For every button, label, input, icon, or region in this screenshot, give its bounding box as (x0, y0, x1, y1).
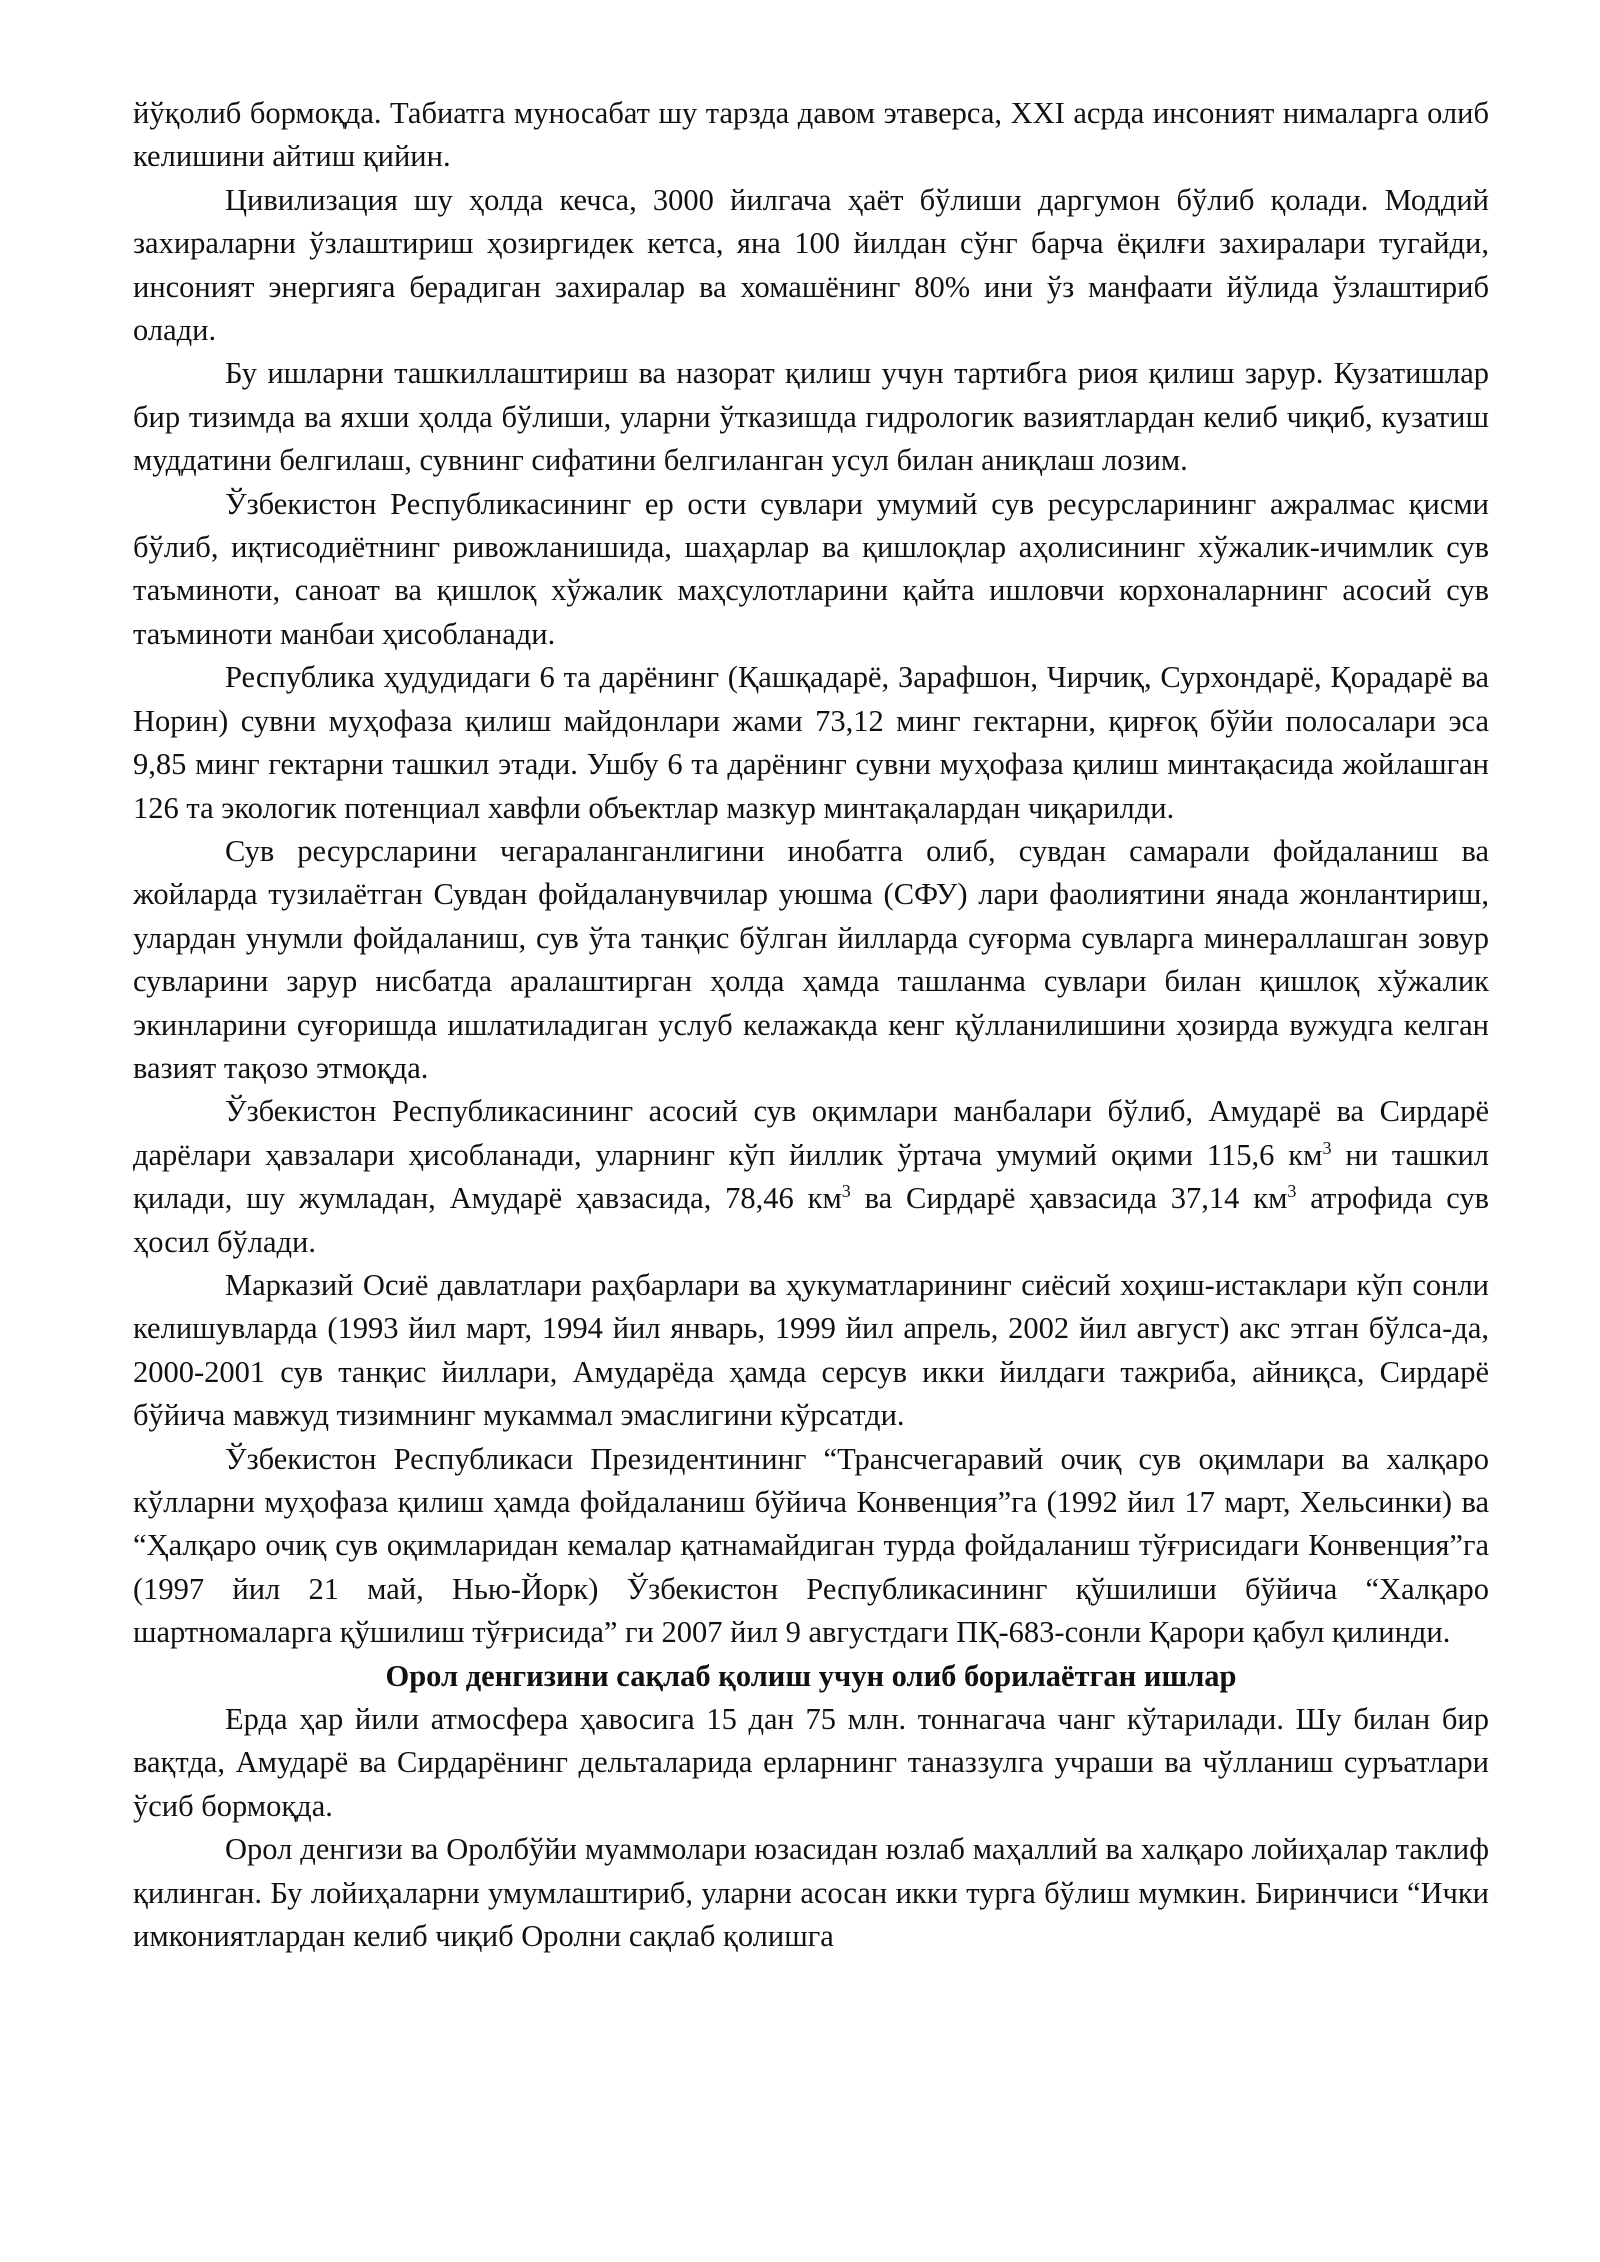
paragraph-central-asia: Марказий Осиё давлатлари раҳбарлари ва ҳукуматларининг сиёсий хоҳиш-истаклари кўп сонли келишувларда (1993 йил март, 1994 йил январь, 1999 йил апрель, 2002 йил август) акс этган бўлса-да, 2000-2001 сув танқис йиллари, Амударёда ҳамда серсув икки йилдаги тажриба, айниқса, Сирдарё бўйича мавжуд тизимнинг мукаммал эмаслигини кўрсатди. (133, 1267, 1489, 1433)
paragraph-dust: Ерда ҳар йили атмосфера ҳавосига 15 дан 75 млн. тоннагача чанг кўтарилади. Шу билан бир вақтда, Амударё ва Сирдарёнинг дельталарида ерларнинг таназзулга учраши ва чўлланиш суръатлари ўсиб бормоқда. (133, 1702, 1489, 1823)
p7-text-4: атрофида сув ҳосил бўлади. (133, 1181, 1489, 1259)
p7-text-3: ва Сирдарё ҳавзасида 37,14 км (850, 1181, 1288, 1216)
section-heading: Орол денгизини сақлаб қолиш учун олиб борилаётган ишлар (385, 1658, 1237, 1693)
p7-text-1: Ўзбекистон Республикасининг асосий сув оқимлари манбалари бўлиб, Амударё ва Сирдарё дарёлари ҳавзалари ҳисобланади, уларнинг кўп йиллик ўртача умумий оқими 115,6 км (133, 1094, 1489, 1172)
superscript-3: 3 (1287, 1181, 1297, 1201)
paragraph-rivers-protection: Республика ҳудудидаги 6 та дарёнинг (Қашқадарё, Зарафшон, Чирчиқ, Сурхондарё, Қорадарё ва Норин) сувни муҳофаза қилиш майдонлари жами 73,12 минг гектарни, қирғоқ бўйи полосалари эса 9,85 минг гектарни ташкил этади. Ушбу 6 та дарёнинг сувни муҳофаза қилиш минтақасида жойлашган 126 та экологик потенциал хавфли объектлар мазкур минтақалардан чиқарилди. (133, 660, 1489, 825)
p7-text-2: ни ташкил қилади, шу жумладан, Амударё ҳавзасида, 78,46 км (133, 1137, 1489, 1216)
paragraph-main-water-sources (133, 1090, 1489, 1264)
paragraph-groundwater: Ўзбекистон Республикасининг ер ости сувлари умумий сув ресурсларининг ажралмас қисми бўлиб, иқтисодиётнинг ривожланишида, шаҳарлар ва қишлоқлар аҳолисининг хўжалик-ичимлик сув таъминоти, саноат ва қишлоқ хўжалик маҳсулотларини қайта ишловчи корхоналарнинг асосий сув таъминоти манбаи ҳисобланади. (133, 486, 1489, 651)
superscript-3: 3 (841, 1181, 851, 1201)
paragraph-monitoring: Бу ишларни ташкиллаштириш ва назорат қилиш учун тартибга риоя қилиш зарур. Кузатишлар бир тизимда ва яхши ҳолда бўлиши, уларни ўтказишда гидрологик вазиятлардан келиб чиқиб, кузатиш муддатини белгилаш, сувнинг сифатини белгиланган усул билан аниқлаш лозим. (133, 356, 1489, 478)
paragraph-water-resources: Сув ресурсларини чегараланганлигини инобатга олиб, сувдан самарали фойдаланиш ва жойларда тузилаётган Сувдан фойдаланувчилар уюшма (СФУ) лари фаолиятини янада жонлантириш, улардан унумли фойдаланиш, сув ўта танқис бўлган йилларда суғорма сувларга минераллашган зовур сувларини зарур нисбатда аралаштирган ҳолда ҳамда ташланма сувлари билан қишлоқ хўжалик экинларини суғоришда ишлатиладиган услуб келажакда кенг қўлланилишини ҳозирда вужудга келган вазият тақозо этмоқда. (133, 833, 1489, 1085)
paragraph-aral-projects: Орол денгизи ва Оролбўйи муаммолари юзасидан юзлаб маҳаллий ва халқаро лойиҳалар таклиф қилинган. Бу лойиҳаларни умумлаштириб, уларни асосан икки турга бўлиш мумкин. Биринчиси “Ички имкониятлардан келиб чиқиб Оролни сақлаб қолишга (133, 1832, 1489, 1954)
document-body (133, 92, 1489, 1958)
paragraph-conventions: Ўзбекистон Республикаси Президентининг “Трансчегаравий очиқ сув оқимлари ва халқаро кўлларни муҳофаза қилиш ҳамда фойдаланиш бўйича Конвенция”га (1992 йил 17 март, Хельсинки) ва “Ҳалқаро очиқ сув оқимларидан кемалар қатнамайдиган турда фойдаланиш тўғрисидаги Конвенция”га (1997 йил 21 май, Нью-Йорк) Ўзбекистон Республикасининг қўшилиши бўйича “Халқаро шартномаларга қўшилиш тўғрисида” ги 2007 йил 9 августдаги ПҚ-683-сонли Қарори қабул қилинди. (133, 1441, 1489, 1650)
paragraph-continuation: йўқолиб бормоқда. Табиатга муносабат шу тарзда давом этаверса, XXI асрда инсоният нималарга олиб келишини айтиш қийин. (133, 96, 1489, 174)
superscript-3: 3 (1322, 1137, 1332, 1158)
paragraph-civilization: Цивилизация шу ҳолда кечса, 3000 йилгача ҳаёт бўлиши даргумон бўлиб қолади. Моддий захираларни ўзлаштириш ҳозиргидек кетса, яна 100 йилдан сўнг барча ёқилғи захиралари тугайди, инсоният энергияга берадиган захиралар ва хомашёнинг 80% ини ўз манфаати йўлида ўзлаштириб олади. (133, 182, 1489, 348)
